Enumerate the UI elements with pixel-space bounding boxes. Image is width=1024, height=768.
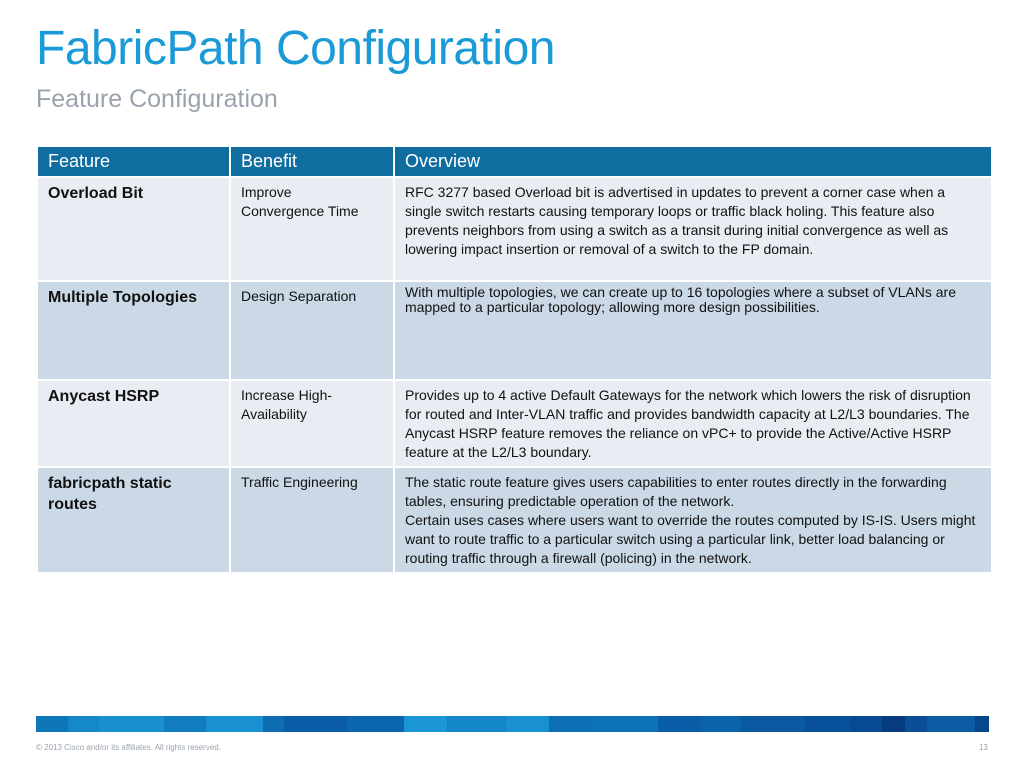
feature-cell	[37, 380, 230, 467]
benefit-text: Design Separation	[241, 288, 357, 304]
column-header-benefit: Benefit	[230, 146, 394, 177]
feature-name: Multiple Topologies	[48, 289, 198, 306]
benefit-cell	[230, 177, 394, 281]
benefit-text: Traffic Engineering	[241, 474, 358, 490]
feature-name: Anycast HSRP	[48, 388, 160, 405]
column-header-overview: Overview	[394, 146, 992, 177]
feature-table	[36, 145, 993, 574]
copyright-text: © 2013 Cisco and/or its affiliates. All rights reserved.	[36, 743, 221, 752]
overview-text: RFC 3277 based Overload bit is advertised in updates to prevent a corner case when a single switch restarts causing temporary loops or traffic black holing. This feature also prevents neighbors from using a switch as a transit during initial convergence as well as lowering impact insertion or removal of a switch to the FP domain.	[405, 184, 949, 257]
table-row	[37, 467, 992, 573]
table-row	[37, 177, 992, 281]
slide-subtitle: Feature Configuration	[36, 85, 278, 113]
feature-cell	[37, 467, 230, 573]
benefit-text: Improve Convergence Time	[241, 184, 359, 219]
footer-color-bar	[36, 716, 989, 732]
feature-name: Overload Bit	[48, 185, 144, 202]
page-number: 13	[979, 743, 988, 752]
overview-cell	[394, 467, 992, 573]
feature-cell	[37, 281, 230, 380]
feature-cell	[37, 177, 230, 281]
benefit-cell	[230, 281, 394, 380]
overview-cell	[394, 177, 992, 281]
table-row	[37, 380, 992, 467]
feature-name: fabricpath static routes	[48, 475, 172, 513]
column-header-feature: Feature	[37, 146, 230, 177]
table-header-row	[37, 146, 992, 177]
table-row	[37, 281, 992, 380]
benefit-cell	[230, 467, 394, 573]
overview-text: With multiple topologies, we can create up to 16 topologies where a subset of VLANs are mapped to a particular topology; allowing more design possibilities.	[405, 284, 956, 315]
overview-text: The static route feature gives users capabilities to enter routes directly in the forwarding tables, ensuring predictable operation of the network. Certain uses cases where users want to override the routes computed by IS-IS. Users might want to route traffic to a particular switch using a particular link, better load balancing or routing traffic through a firewall (policing) in the network.	[405, 474, 976, 566]
benefit-cell	[230, 380, 394, 467]
overview-cell	[394, 281, 992, 380]
benefit-text: Increase High-Availability	[241, 387, 333, 422]
slide-title: FabricPath Configuration	[36, 22, 555, 75]
overview-text: Provides up to 4 active Default Gateways for the network which lowers the risk of disruption for routed and Inter-VLAN traffic and provides bandwidth capacity at L2/L3 boundaries. The Anycast HSRP feature removes the reliance on vPC+ to provide the Active/Active HSRP feature at the L2/L3 boundary.	[405, 387, 971, 460]
overview-cell	[394, 380, 992, 467]
